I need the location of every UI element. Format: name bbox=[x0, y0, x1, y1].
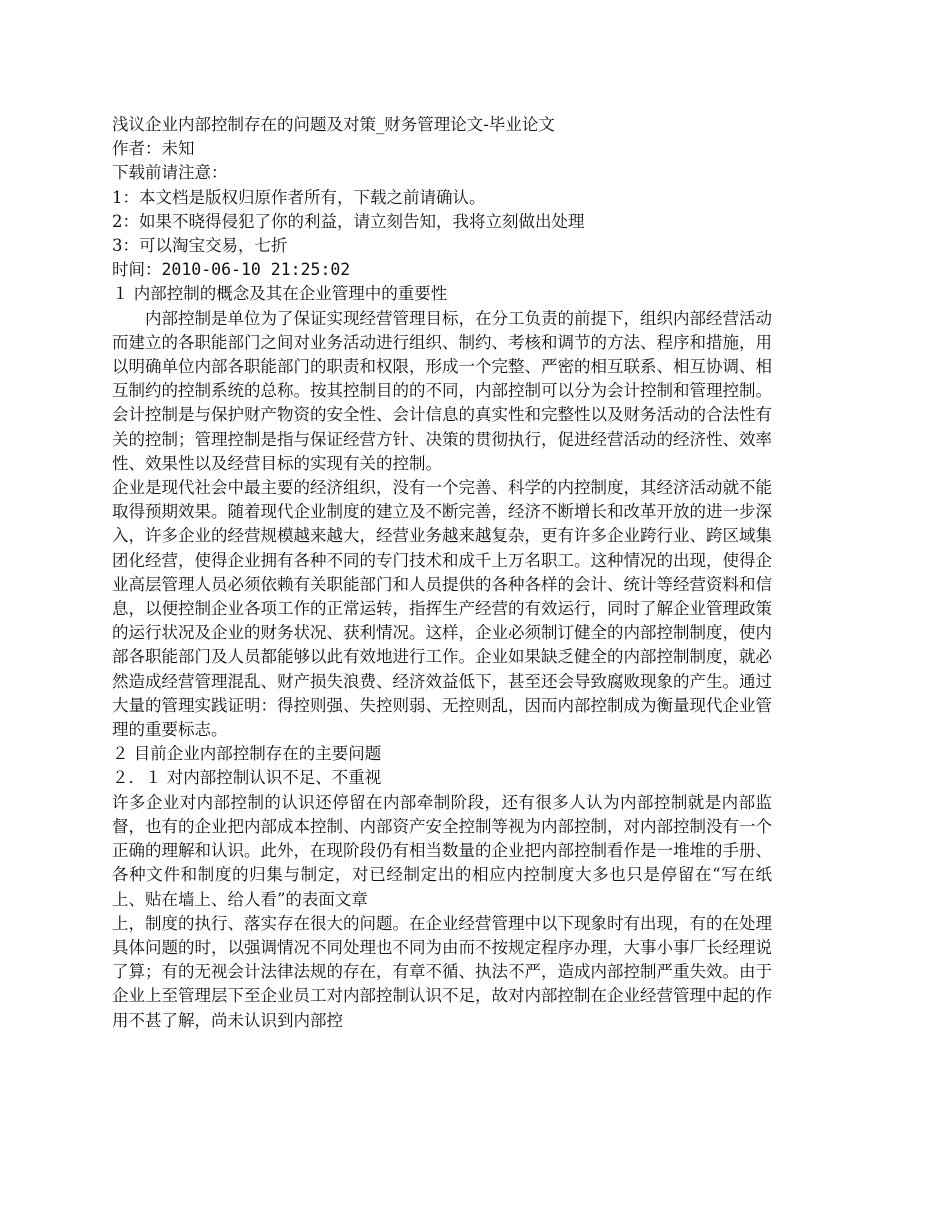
section-2-heading: ２ 目前企业内部控制存在的主要问题 bbox=[112, 744, 382, 764]
notice-item-1: 1：本文档是版权归原作者所有，下载之前请确认。 bbox=[112, 187, 486, 207]
document-title: 浅议企业内部控制存在的问题及对策_财务管理论文-毕业论文 bbox=[112, 115, 555, 134]
notice-heading: 下载前请注意： bbox=[112, 163, 228, 183]
notice-item-2: 2：如果不晓得侵犯了你的利益，请立刻告知，我将立刻做出处理 bbox=[112, 211, 585, 231]
section-2-1-paragraph-2: 上，制度的执行、落实存在很大的问题。在企业经营管理中以下现象时有出现，有的在处理具体问题的时，以强调情况不同处理也不同为由而不按规定程序办理，大事小事厂长经理说了算；有的无视会计法律法规的存在，有章不循、执法不严，造成内部控制严重失效。由于企业上至管理层下至企业员工对内部控制认识不足，故对内部控制在企业经营管理中起的作用不甚了解，尚未认识到内部控 bbox=[112, 913, 772, 1030]
timestamp-line: 时间：2010-06-10 21:25:02 bbox=[112, 260, 351, 280]
document-page bbox=[112, 113, 772, 1033]
author-line: 作者：未知 bbox=[112, 139, 195, 159]
notice-item-3: 3：可以淘宝交易，七折 bbox=[112, 236, 288, 256]
section-1-paragraph-2: 企业是现代社会中最主要的经济组织，没有一个完善、科学的内控制度，其经济活动就不能取得预期效果。随着现代企业制度的建立及不断完善，经济不断增长和改革开放的进一步深入，许多企业的经营规模越来越大，经营业务越来越复杂，更有许多企业跨行业、跨区域集团化经营，使得企业拥有各种不同的专门技术和成千上万名职工。这种情况的出现，使得企业高层管理人员必须依赖有关职能部门和人员提供的各种各样的会计、统计等经营资料和信息，以便控制企业各项工作的正常运转，指挥生产经营的有效运行，同时了解企业管理政策的运行状况及企业的财务状况、获利情况。这样，企业必须制订健全的内部控制制度，使内部各职能部门及人员都能够以此有效地进行工作。企业如果缺乏健全的内部控制制度，就必然造成经营管理混乱、财产损失浪费、经济效益低下，甚至还会导致腐败现象的产生。通过大量的管理实践证明：得控则强、失控则弱、无控则乱，因而内部控制成为衡量现代企业管理的重要标志。 bbox=[112, 478, 772, 740]
section-1-heading: １ 内部控制的概念及其在企业管理中的重要性 bbox=[112, 284, 448, 304]
section-1-paragraph-1: 内部控制是单位为了保证实现经营管理目标，在分工负责的前提下，组织内部经营活动而建立的各职能部门之间对业务活动进行组织、制约、考核和调节的方法、程序和措施，用以明确单位内部各职能部门的职责和权限，形成一个完整、严密的相互联系、相互协调、相互制约的控制系统的总称。按其控制目的的不同，内部控制可以分为会计控制和管理控制。会计控制是与保护财产物资的安全性、会计信息的真实性和完整性以及财务活动的合法性有关的控制；管理控制是指与保证经营方针、决策的贯彻执行，促进经营活动的经济性、效率性、效果性以及经营目标的实现有关的控制。 bbox=[112, 308, 772, 473]
section-2-1-heading: ２．１ 对内部控制认识不足、不重视 bbox=[112, 768, 382, 788]
section-2-1-paragraph-1: 许多企业对内部控制的认识还停留在内部牵制阶段，还有很多人认为内部控制就是内部监督，也有的企业把内部成本控制、内部资产安全控制等视为内部控制，对内部控制没有一个正确的理解和认识。此外，在现阶段仍有相当数量的企业把内部控制看作是一堆堆的手册、各种文件和制度的归集与制定，对已经制定出的相应内控制度大多也只是停留在“写在纸上、贴在墙上、给人看”的表面文章 bbox=[112, 792, 772, 909]
